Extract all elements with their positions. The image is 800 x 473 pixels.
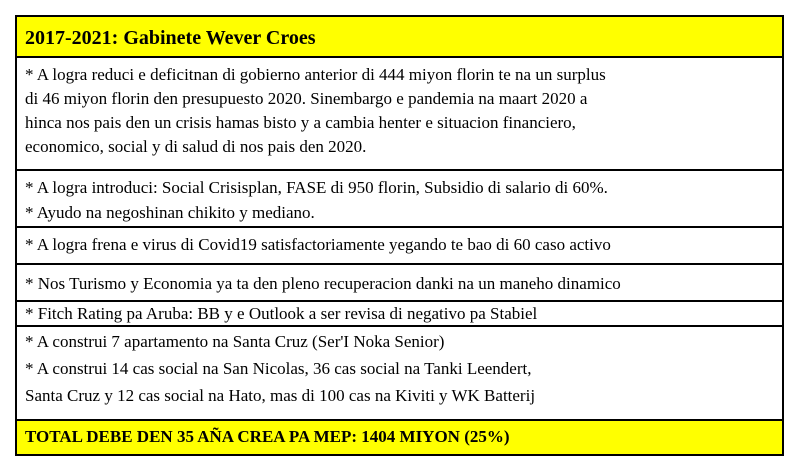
total-text: TOTAL DEBE DEN 35 AÑA CREA PA MEP: 1404 MIYON (25%) bbox=[25, 427, 510, 446]
achievement-row-housing bbox=[17, 327, 782, 421]
row-line: * A logra reduci e deficitnan di gobierno anterior di 444 miyon florin te na un surplus bbox=[25, 65, 606, 84]
row-line: * Nos Turismo y Economia ya ta den pleno recuperacion danki na un maneho dinamico bbox=[25, 274, 621, 293]
row-line: Santa Cruz y 12 cas social na Hato, mas di 100 cas na Kiviti y WK Batterij bbox=[25, 386, 536, 405]
row-line: di 46 miyon florin den presupuesto 2020. Sinembargo e pandemia na maart 2020 a bbox=[25, 89, 588, 108]
table-total-row bbox=[17, 421, 782, 454]
row-line: hinca nos pais den un crisis hamas bisto y a cambia henter e situacion financiero, bbox=[25, 113, 576, 132]
row-line: * A construi 14 cas social na San Nicolas, 36 cas social na Tanki Leendert, bbox=[25, 359, 532, 378]
row-line: * Fitch Rating pa Aruba: BB y e Outlook a ser revisa di negativo pa Stabiel bbox=[25, 304, 538, 323]
row-line: * A logra introduci: Social Crisisplan, FASE di 950 florin, Subsidio di salario di 60%. bbox=[25, 178, 608, 197]
table-title-row bbox=[17, 17, 782, 58]
table-title: 2017-2021: Gabinete Wever Croes bbox=[25, 27, 316, 49]
row-line: * A construi 7 apartamento na Santa Cruz (Ser'I Noka Senior) bbox=[25, 332, 445, 351]
row-line: * Ayudo na negoshinan chikito y mediano. bbox=[25, 203, 315, 222]
achievement-row-crisisplan bbox=[17, 171, 782, 228]
achievement-row-covid bbox=[17, 228, 782, 265]
row-line: economico, social y di salud di nos pais den 2020. bbox=[25, 137, 367, 156]
achievement-row-deficit bbox=[17, 58, 782, 171]
summary-table bbox=[15, 15, 784, 456]
achievement-row-fitch bbox=[17, 302, 782, 327]
achievement-row-tourism bbox=[17, 265, 782, 302]
row-line: * A logra frena e virus di Covid19 satisfactoriamente yegando te bao di 60 caso activo bbox=[25, 235, 611, 254]
